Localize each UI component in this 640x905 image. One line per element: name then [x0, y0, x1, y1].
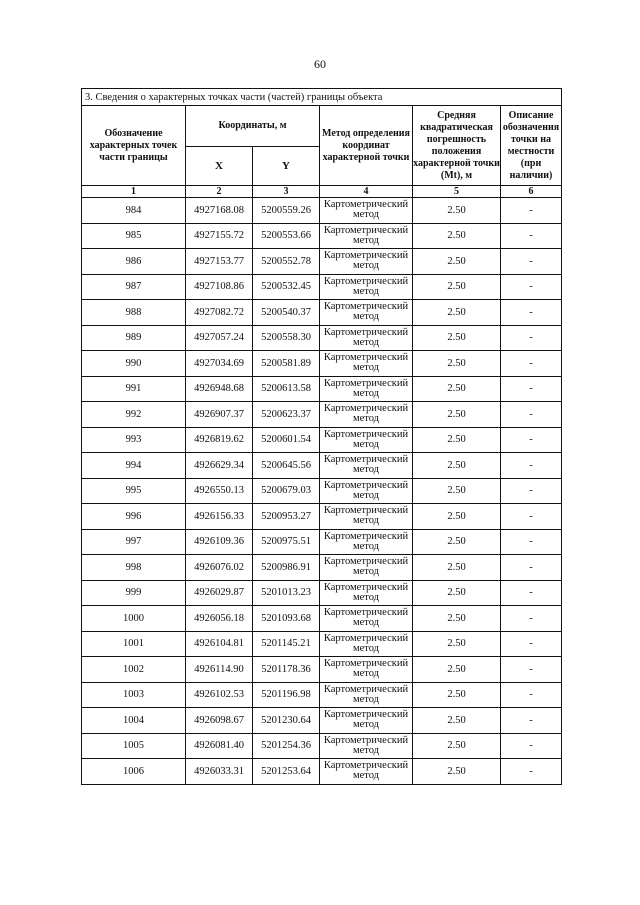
- y-coordinate-cell: 5200532.45: [253, 274, 320, 300]
- table-row: [82, 759, 562, 785]
- table-row: [82, 427, 562, 453]
- table-row: [82, 580, 562, 606]
- error-cell: 2.50: [413, 555, 501, 581]
- x-coordinate-cell: 4926109.36: [186, 529, 253, 555]
- method-cell: Картометрический метод: [320, 759, 413, 785]
- description-cell: -: [501, 759, 562, 785]
- error-cell: 2.50: [413, 631, 501, 657]
- header-y: Y: [253, 147, 320, 186]
- table-row: [82, 555, 562, 581]
- y-coordinate-cell: 5201230.64: [253, 708, 320, 734]
- point-number-cell: 986: [82, 249, 186, 275]
- y-coordinate-cell: 5201196.98: [253, 682, 320, 708]
- x-coordinate-cell: 4926102.53: [186, 682, 253, 708]
- point-number-cell: 1001: [82, 631, 186, 657]
- y-coordinate-cell: 5200553.66: [253, 223, 320, 249]
- page-number: 60: [314, 57, 326, 71]
- y-coordinate-cell: 5200679.03: [253, 478, 320, 504]
- x-coordinate-cell: 4926156.33: [186, 504, 253, 530]
- x-coordinate-cell: 4926114.90: [186, 657, 253, 683]
- x-coordinate-cell: 4927057.24: [186, 325, 253, 351]
- description-cell: -: [501, 351, 562, 377]
- table-row: [82, 631, 562, 657]
- error-cell: 2.50: [413, 682, 501, 708]
- method-cell: Картометрический метод: [320, 631, 413, 657]
- error-cell: 2.50: [413, 580, 501, 606]
- header-error: Средняя квадратическая погрешность положения характерной точки (Mt), м: [413, 106, 501, 186]
- y-coordinate-cell: 5200986.91: [253, 555, 320, 581]
- table-row: [82, 198, 562, 224]
- section-title: 3. Сведения о характерных точках части (частей) границы объекта: [82, 89, 562, 106]
- method-cell: Картометрический метод: [320, 402, 413, 428]
- error-cell: 2.50: [413, 274, 501, 300]
- error-cell: 2.50: [413, 198, 501, 224]
- error-cell: 2.50: [413, 427, 501, 453]
- error-cell: 2.50: [413, 733, 501, 759]
- method-cell: Картометрический метод: [320, 325, 413, 351]
- method-cell: Картометрический метод: [320, 682, 413, 708]
- method-cell: Картометрический метод: [320, 733, 413, 759]
- x-coordinate-cell: 4926819.62: [186, 427, 253, 453]
- x-coordinate-cell: 4927082.72: [186, 300, 253, 326]
- point-number-cell: 988: [82, 300, 186, 326]
- table-row: [82, 274, 562, 300]
- method-cell: Картометрический метод: [320, 274, 413, 300]
- y-coordinate-cell: 5200613.58: [253, 376, 320, 402]
- method-cell: Картометрический метод: [320, 351, 413, 377]
- y-coordinate-cell: 5200975.51: [253, 529, 320, 555]
- point-number-cell: 990: [82, 351, 186, 377]
- description-cell: -: [501, 376, 562, 402]
- point-number-cell: 985: [82, 223, 186, 249]
- method-cell: Картометрический метод: [320, 580, 413, 606]
- table-row: [82, 682, 562, 708]
- y-coordinate-cell: 5201093.68: [253, 606, 320, 632]
- description-cell: -: [501, 504, 562, 530]
- y-coordinate-cell: 5200581.89: [253, 351, 320, 377]
- table-row: [82, 325, 562, 351]
- method-cell: Картометрический метод: [320, 657, 413, 683]
- point-number-cell: 1005: [82, 733, 186, 759]
- table-row: [82, 606, 562, 632]
- table-row: [82, 453, 562, 479]
- table-row: [82, 529, 562, 555]
- point-number-cell: 995: [82, 478, 186, 504]
- header-method: Метод определения координат характерной точки: [320, 106, 413, 186]
- method-cell: Картометрический метод: [320, 453, 413, 479]
- table-row: [82, 249, 562, 275]
- y-coordinate-cell: 5200552.78: [253, 249, 320, 275]
- description-cell: -: [501, 478, 562, 504]
- point-number-cell: 998: [82, 555, 186, 581]
- y-coordinate-cell: 5200540.37: [253, 300, 320, 326]
- description-cell: -: [501, 708, 562, 734]
- point-number-cell: 996: [82, 504, 186, 530]
- x-coordinate-cell: 4926076.02: [186, 555, 253, 581]
- point-number-cell: 1000: [82, 606, 186, 632]
- description-cell: -: [501, 274, 562, 300]
- x-coordinate-cell: 4927034.69: [186, 351, 253, 377]
- table-row: [82, 376, 562, 402]
- table-row: [82, 300, 562, 326]
- column-number-row: [82, 186, 562, 198]
- y-coordinate-cell: 5201253.64: [253, 759, 320, 785]
- point-number-cell: 997: [82, 529, 186, 555]
- error-cell: 2.50: [413, 504, 501, 530]
- x-coordinate-cell: 4926029.87: [186, 580, 253, 606]
- method-cell: Картометрический метод: [320, 300, 413, 326]
- description-cell: -: [501, 580, 562, 606]
- description-cell: -: [501, 223, 562, 249]
- point-number-cell: 1006: [82, 759, 186, 785]
- description-cell: -: [501, 402, 562, 428]
- description-cell: -: [501, 453, 562, 479]
- error-cell: 2.50: [413, 376, 501, 402]
- point-number-cell: 994: [82, 453, 186, 479]
- method-cell: Картометрический метод: [320, 376, 413, 402]
- method-cell: Картометрический метод: [320, 427, 413, 453]
- column-number: 6: [501, 186, 562, 198]
- y-coordinate-cell: 5200559.26: [253, 198, 320, 224]
- table-row: [82, 223, 562, 249]
- error-cell: 2.50: [413, 453, 501, 479]
- method-cell: Картометрический метод: [320, 606, 413, 632]
- header-description: Описание обозначения точки на местности (при наличии): [501, 106, 562, 186]
- description-cell: -: [501, 631, 562, 657]
- method-cell: Картометрический метод: [320, 529, 413, 555]
- method-cell: Картометрический метод: [320, 223, 413, 249]
- method-cell: Картометрический метод: [320, 249, 413, 275]
- x-coordinate-cell: 4927108.86: [186, 274, 253, 300]
- point-number-cell: 1003: [82, 682, 186, 708]
- y-coordinate-cell: 5201254.36: [253, 733, 320, 759]
- x-coordinate-cell: 4926907.37: [186, 402, 253, 428]
- header-coordinates: Координаты, м: [186, 106, 320, 147]
- error-cell: 2.50: [413, 529, 501, 555]
- header-x: X: [186, 147, 253, 186]
- y-coordinate-cell: 5200623.37: [253, 402, 320, 428]
- x-coordinate-cell: 4926629.34: [186, 453, 253, 479]
- error-cell: 2.50: [413, 300, 501, 326]
- point-number-cell: 992: [82, 402, 186, 428]
- error-cell: 2.50: [413, 606, 501, 632]
- x-coordinate-cell: 4927155.72: [186, 223, 253, 249]
- method-cell: Картометрический метод: [320, 504, 413, 530]
- description-cell: -: [501, 249, 562, 275]
- x-coordinate-cell: 4926104.81: [186, 631, 253, 657]
- error-cell: 2.50: [413, 478, 501, 504]
- x-coordinate-cell: 4926098.67: [186, 708, 253, 734]
- error-cell: 2.50: [413, 759, 501, 785]
- x-coordinate-cell: 4926948.68: [186, 376, 253, 402]
- column-number: 5: [413, 186, 501, 198]
- description-cell: -: [501, 427, 562, 453]
- point-number-cell: 993: [82, 427, 186, 453]
- error-cell: 2.50: [413, 223, 501, 249]
- method-cell: Картометрический метод: [320, 708, 413, 734]
- y-coordinate-cell: 5201013.23: [253, 580, 320, 606]
- x-coordinate-cell: 4926081.40: [186, 733, 253, 759]
- y-coordinate-cell: 5200601.54: [253, 427, 320, 453]
- point-number-cell: 989: [82, 325, 186, 351]
- description-cell: -: [501, 198, 562, 224]
- x-coordinate-cell: 4927168.08: [186, 198, 253, 224]
- y-coordinate-cell: 5200645.56: [253, 453, 320, 479]
- y-coordinate-cell: 5200558.30: [253, 325, 320, 351]
- description-cell: -: [501, 682, 562, 708]
- column-number: 1: [82, 186, 186, 198]
- column-number: 4: [320, 186, 413, 198]
- error-cell: 2.50: [413, 657, 501, 683]
- description-cell: -: [501, 733, 562, 759]
- x-coordinate-cell: 4926033.31: [186, 759, 253, 785]
- description-cell: -: [501, 325, 562, 351]
- table-row: [82, 351, 562, 377]
- y-coordinate-cell: 5200953.27: [253, 504, 320, 530]
- point-number-cell: 991: [82, 376, 186, 402]
- y-coordinate-cell: 5201145.21: [253, 631, 320, 657]
- point-number-cell: 984: [82, 198, 186, 224]
- y-coordinate-cell: 5201178.36: [253, 657, 320, 683]
- method-cell: Картометрический метод: [320, 198, 413, 224]
- column-number: 3: [253, 186, 320, 198]
- x-coordinate-cell: 4926550.13: [186, 478, 253, 504]
- description-cell: -: [501, 657, 562, 683]
- description-cell: -: [501, 300, 562, 326]
- error-cell: 2.50: [413, 708, 501, 734]
- x-coordinate-cell: 4927153.77: [186, 249, 253, 275]
- column-number: 2: [186, 186, 253, 198]
- method-cell: Картометрический метод: [320, 478, 413, 504]
- table-body: [82, 198, 562, 785]
- table-row: [82, 708, 562, 734]
- x-coordinate-cell: 4926056.18: [186, 606, 253, 632]
- method-cell: Картометрический метод: [320, 555, 413, 581]
- error-cell: 2.50: [413, 249, 501, 275]
- header-point-designation: Обозначение характерных точек части границы: [82, 106, 186, 186]
- point-number-cell: 1002: [82, 657, 186, 683]
- table-row: [82, 478, 562, 504]
- table-row: [82, 733, 562, 759]
- point-number-cell: 1004: [82, 708, 186, 734]
- description-cell: -: [501, 529, 562, 555]
- table-row: [82, 657, 562, 683]
- table-row: [82, 402, 562, 428]
- description-cell: -: [501, 606, 562, 632]
- error-cell: 2.50: [413, 351, 501, 377]
- table-row: [82, 504, 562, 530]
- error-cell: 2.50: [413, 402, 501, 428]
- boundary-points-table: [81, 88, 562, 785]
- error-cell: 2.50: [413, 325, 501, 351]
- point-number-cell: 987: [82, 274, 186, 300]
- point-number-cell: 999: [82, 580, 186, 606]
- description-cell: -: [501, 555, 562, 581]
